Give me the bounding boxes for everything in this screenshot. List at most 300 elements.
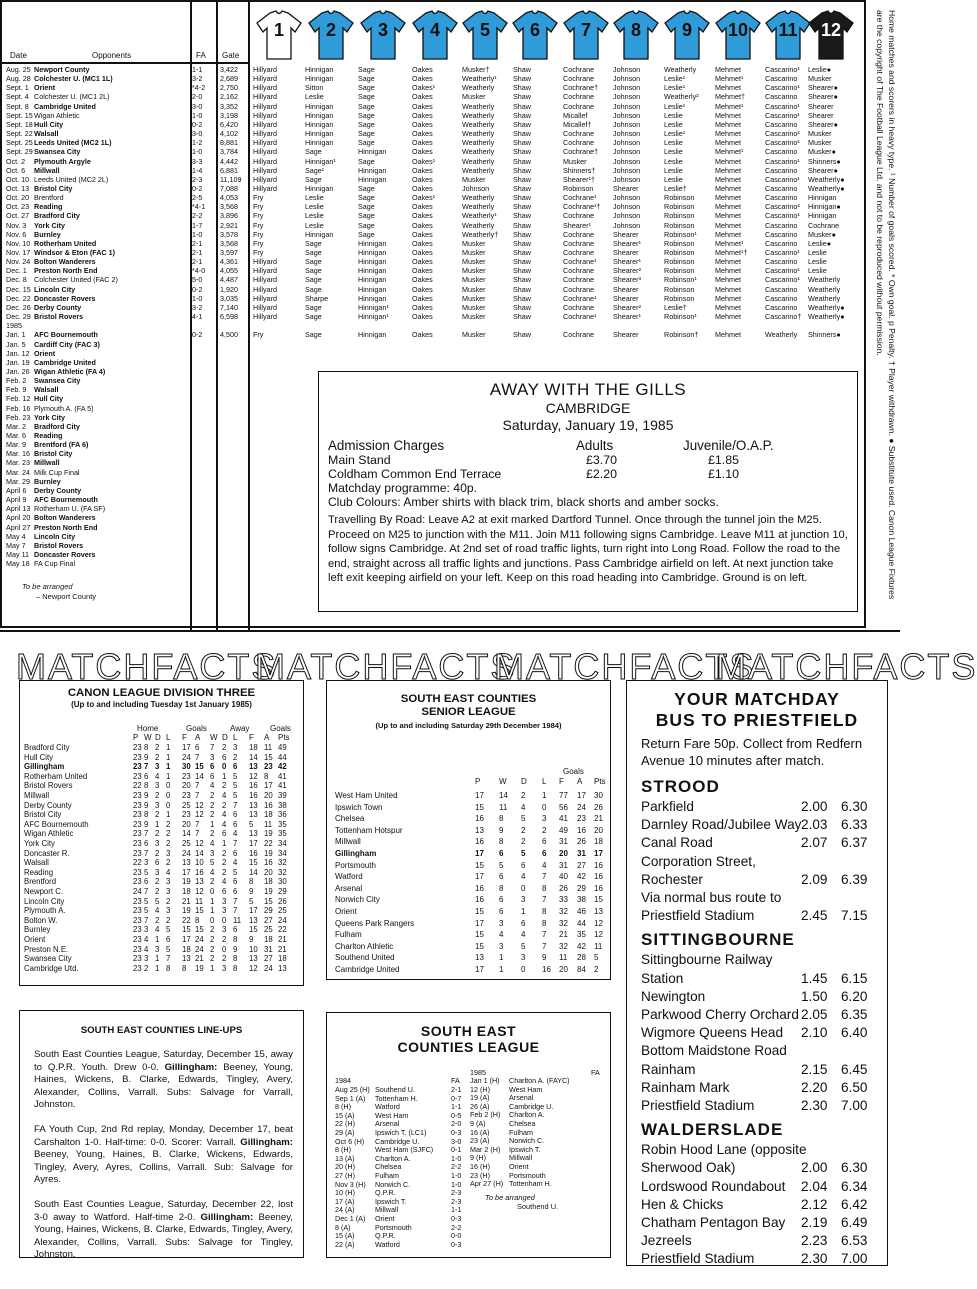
fixture-cell: Hillyard xyxy=(253,119,277,129)
charge-row xyxy=(328,453,848,467)
result-cell: 29 (A) xyxy=(335,1128,355,1137)
div3-cell: 10 xyxy=(195,858,204,868)
div3-cell: 27 xyxy=(264,915,273,925)
sec-cell: 2 xyxy=(521,791,526,800)
div3-col-header: W xyxy=(210,733,218,742)
sec-cell: 15 xyxy=(594,895,603,905)
fixture-cell: Cascarino¹ xyxy=(765,266,800,276)
div3-cell: 34 xyxy=(278,848,287,858)
fixture-cell: Jan. 19 xyxy=(6,357,30,367)
fixture-cell: Hinnigan xyxy=(358,330,387,340)
sec-cell: 9 xyxy=(499,825,504,835)
fixture-cell: Sage xyxy=(358,220,375,230)
div3-cell: 20 xyxy=(182,819,191,829)
sec-cell: 0 xyxy=(521,965,526,974)
div3-cell: 13 xyxy=(182,954,191,964)
result-cell: 24 (A) xyxy=(335,1205,355,1215)
div3-cell: 6 xyxy=(144,771,149,781)
fixture-cell: Leslie xyxy=(664,156,683,166)
sec-cell: 49 xyxy=(559,825,568,835)
fixture-cell: Sage xyxy=(305,238,322,248)
fixture-cell: Cochrane xyxy=(563,229,595,239)
fixture-cell: Shaw xyxy=(513,238,531,248)
result-cell: Norwich C. xyxy=(509,1136,545,1146)
div3-cell: 21 xyxy=(195,954,204,964)
div3-cell: 14 xyxy=(195,771,204,781)
sec-cell: 8 xyxy=(499,814,504,824)
charge-place: Main Stand xyxy=(328,453,391,467)
div3-cell: 3 xyxy=(210,752,215,762)
lineup-team: Gillingham: xyxy=(200,1211,254,1223)
fixture-cell: Cochrane xyxy=(563,92,595,102)
div3-cell: 2 xyxy=(210,935,215,944)
fixture-cell: Mar. 29 xyxy=(6,476,30,486)
div3-cell: 22 xyxy=(133,781,142,791)
result-cell: Portsmouth xyxy=(509,1170,546,1180)
fixture-cell: 2-5 xyxy=(192,193,203,203)
div3-cell: 3 xyxy=(222,906,227,916)
fixture-cell: Burnley xyxy=(34,476,61,486)
div3-cell: 18 xyxy=(278,954,287,964)
fixture-cell: Leslie¹ xyxy=(664,101,686,111)
fixture-cell: 2-3 xyxy=(192,174,203,184)
fixture-cell: Fry xyxy=(253,202,264,212)
sec-cell: 16 xyxy=(475,883,484,893)
fixture-cell: Sage xyxy=(305,248,322,257)
div3-cell: 13 xyxy=(278,963,287,973)
fixture-cell: 4,487 xyxy=(220,275,238,285)
fixture-cell: 4,055 xyxy=(220,266,238,276)
fixture-cell: Shearer● xyxy=(808,119,838,129)
bus-out-time: 2.30 xyxy=(801,1251,828,1267)
div3-cell: 17 xyxy=(264,781,273,791)
div3-cell: 2 xyxy=(222,781,227,791)
div3-cell: 16 xyxy=(264,858,273,868)
programme: Matchday programme: 40p. xyxy=(328,481,478,495)
fixture-cell: Fry xyxy=(253,238,264,248)
div3-cell: 3 xyxy=(144,954,149,964)
fixture-cell: Musker● xyxy=(808,229,836,239)
fixture-cell: Weatherly xyxy=(462,119,495,129)
sec-cell: 26 xyxy=(559,883,568,893)
bus-stop-name: Newington xyxy=(641,988,706,1004)
fixture-cell: Fry xyxy=(253,229,264,239)
fixture-cell: Preston North End xyxy=(34,266,98,276)
result-cell: 1-0 xyxy=(451,1171,462,1180)
div3-cell: 15 xyxy=(249,925,258,935)
fixture-cell: 2-1 xyxy=(192,238,203,248)
fixture-cell: 0-2 xyxy=(192,183,203,193)
div3-cell: 13 xyxy=(195,877,204,887)
result-cell: Q.P.R. xyxy=(375,1231,396,1241)
fixture-cell: Aug. 28 xyxy=(6,74,31,84)
fixture-row xyxy=(2,350,868,359)
year-1985: 1985 xyxy=(470,1068,486,1077)
div3-cell: 6 xyxy=(210,762,215,772)
fixture-cell: 11,109 xyxy=(220,174,242,184)
fixture-cell: 3-0 xyxy=(192,101,203,111)
div3-cell: 2 xyxy=(155,887,160,896)
fixture-cell: Hinnigan xyxy=(358,147,387,157)
fa-label-right: FA xyxy=(591,1068,600,1077)
lineup-paragraphs xyxy=(34,1049,293,1262)
fixture-cell: Musker xyxy=(808,138,832,148)
fixture-cell: Shearer xyxy=(613,293,639,303)
fixture-cell: Hinnigan¹ xyxy=(358,302,389,312)
fixture-cell: Milk Cup Final xyxy=(34,467,80,477)
sec-cell: 16 xyxy=(475,895,484,905)
div3-cell: 24 xyxy=(264,963,273,973)
div3-cell: 0 xyxy=(210,887,215,896)
fixture-cell: 7,088 xyxy=(220,183,238,193)
sec-cell: 42 xyxy=(577,872,586,882)
sec-cell: 20 xyxy=(594,825,603,835)
fixture-cell: Jan. 5 xyxy=(6,339,26,349)
div3-cell: 3 xyxy=(155,867,160,877)
sec-col-header: Pts xyxy=(594,777,606,786)
result-cell: 8 (A) xyxy=(335,1222,351,1232)
shirt-7-icon xyxy=(563,10,609,60)
fixture-cell: 3-2 xyxy=(192,302,203,312)
fixture-cell: 1,920 xyxy=(220,284,238,294)
fixture-cell: Johnson xyxy=(613,83,641,93)
div3-cell: 6 xyxy=(233,925,238,935)
fixture-cell: Oakes xyxy=(412,119,433,129)
div3-cell: 23 xyxy=(264,762,273,772)
sec-cell: Fulham xyxy=(335,930,362,940)
div3-cell: 3 xyxy=(166,848,171,858)
div3-cell: Millwall xyxy=(24,791,50,800)
div3-cell: 1 xyxy=(166,752,171,762)
fixture-cell: Brentford (FA 6) xyxy=(34,440,89,450)
fixture-cell: 1-7 xyxy=(192,220,203,230)
div3-cell: Cambridge Utd. xyxy=(24,963,79,973)
fixture-cell: 5-0 xyxy=(192,275,203,285)
fixture-cell: Shearer xyxy=(613,229,639,239)
div3-cell: 17 xyxy=(182,935,191,944)
div3-cell: 24 xyxy=(182,752,191,762)
bus-stop xyxy=(641,908,873,926)
fixture-cell: Cambridge United xyxy=(34,357,96,367)
shirt-number: 6 xyxy=(529,20,540,40)
result-cell: 1-1 xyxy=(451,1205,462,1215)
div3-cell: 18 xyxy=(182,887,191,896)
div3-cell: 5 xyxy=(233,867,238,877)
bus-stop-name: Station xyxy=(641,970,684,986)
fixture-cell: Sage xyxy=(358,101,375,111)
div3-cell: 13 xyxy=(249,915,258,925)
fixture-cell: Hillyard xyxy=(253,147,277,157)
result-cell: 0-1 xyxy=(451,1145,462,1155)
fixture-cell: 3,352 xyxy=(220,101,238,111)
year-1984: 1984 xyxy=(335,1076,351,1085)
fixture-cell: Hinnigan xyxy=(305,110,334,120)
fixture-cell: Mar. 16 xyxy=(6,449,30,459)
fixture-cell: Shaw xyxy=(513,119,531,129)
fixture-cell: 1-0 xyxy=(192,147,203,157)
fixture-cell: Weatherly xyxy=(462,110,495,120)
fixture-cell: Mar. 6 xyxy=(6,431,26,440)
result-cell: Portsmouth xyxy=(375,1222,412,1232)
fixture-cell: Sage xyxy=(358,193,375,203)
charge-adult: £2.20 xyxy=(586,467,618,481)
sec-cell: 11 xyxy=(594,941,603,951)
bus-return-time: 6.39 xyxy=(841,871,868,887)
to-be-arranged-item: – Newport County xyxy=(36,592,97,601)
div3-cell: 23 xyxy=(133,771,142,781)
bus-stop xyxy=(641,1179,873,1197)
sec-cell: 12 xyxy=(594,930,603,940)
fixture-cell: Hillyard xyxy=(253,83,277,93)
div3-cell: 2 xyxy=(166,896,171,906)
fixture-row xyxy=(2,341,868,350)
bus-stop xyxy=(641,1098,873,1116)
fixture-cell: Hillyard xyxy=(253,92,277,102)
sec-cell: 15 xyxy=(475,930,484,940)
fixture-cell: Walsall xyxy=(34,385,59,395)
fixture-cell: Hinnigan xyxy=(305,229,334,239)
fixture-cell: Jan. 1 xyxy=(6,330,26,340)
div3-cell: 19 xyxy=(182,906,191,916)
div3-cell: 20 xyxy=(264,867,273,877)
div3-cell: 23 xyxy=(133,810,142,820)
div3-cell: 0 xyxy=(210,915,215,925)
div3-cell: 35 xyxy=(278,819,287,829)
fixture-cell: Weatherly xyxy=(808,275,841,285)
fixture-cell: Johnson xyxy=(613,165,641,175)
fixture-cell: Cascarino¹ xyxy=(765,110,800,120)
div3-cell: 4 xyxy=(222,810,227,820)
fixture-cell: 4,361 xyxy=(220,257,238,267)
fixture-cell: Shaw xyxy=(513,101,531,111)
div3-cell: 23 xyxy=(133,963,142,973)
sec-cell: 0 xyxy=(542,802,547,812)
fixture-cell: Oct. 20 xyxy=(6,193,30,203)
sec-col-header: D xyxy=(521,777,527,786)
result-cell: 9 (H) xyxy=(470,1153,486,1163)
fixture-cell: Johnson xyxy=(613,65,641,74)
fixture-cell: Shaw xyxy=(513,193,531,203)
div3-cell: Wigan Athletic xyxy=(24,829,74,839)
result-cell: 20 (H) xyxy=(335,1162,355,1172)
div3-cell: 4 xyxy=(233,829,238,839)
bus-stop-name: Parkfield xyxy=(641,799,694,814)
sec-cell: 0 xyxy=(521,883,526,893)
fixture-cell: Mehmet xyxy=(715,193,741,203)
div3-cell: 4 xyxy=(166,867,171,877)
shirt-4-icon xyxy=(412,10,458,60)
matchfacts-banner-2: MATCHFACTS xyxy=(255,646,517,687)
fixture-cell: Shaw xyxy=(513,65,531,74)
div3-cell: 4 xyxy=(144,935,149,944)
result-cell: Apr 27 (H) xyxy=(470,1179,504,1189)
fixture-cell: Leslie¹ xyxy=(664,74,686,84)
div3-cell: 20 xyxy=(264,791,273,800)
sec-cell: 6 xyxy=(521,918,526,928)
fixture-cell: Johnson xyxy=(613,193,641,203)
div3-col-header: L xyxy=(233,733,238,742)
fixture-cell: Shearer¹† xyxy=(563,174,595,184)
fixture-cell: Sage xyxy=(305,312,322,322)
div3-cell: 7 xyxy=(233,906,238,916)
charge-place: Coldham Common End Terrace xyxy=(328,467,502,481)
sec-cell: 23 xyxy=(577,814,586,824)
sec-cell: 2 xyxy=(521,825,526,835)
div3-cell: 34 xyxy=(278,839,287,848)
fixture-cell: 0-2 xyxy=(192,284,203,294)
fixture-cell: Hinnigan xyxy=(358,275,387,285)
sec-cell: 17 xyxy=(475,849,484,858)
fixture-cell: Musker xyxy=(462,275,486,285)
fixture-cell: Mehmet xyxy=(715,302,741,312)
div3-cell: 10 xyxy=(249,944,258,954)
div3-cell: 6 xyxy=(233,848,238,858)
fixture-cell: Oakes xyxy=(412,101,433,111)
div3-cell: Rotherham United xyxy=(24,771,88,781)
div3-cell: 2 xyxy=(222,935,227,944)
div3-cell: 23 xyxy=(182,810,191,820)
div3-cell: 6 xyxy=(222,887,227,896)
sec-cell: 11 xyxy=(499,802,508,812)
sec-cell: 77 xyxy=(559,791,568,800)
sec-cell: Arsenal xyxy=(335,883,363,893)
sec-cell: 38 xyxy=(577,895,586,905)
div3-cell: 23 xyxy=(133,935,142,944)
club-colours: Club Colours: Amber shirts with black trim, black shorts and amber socks. xyxy=(328,495,719,509)
fixture-cell: 7,140 xyxy=(220,302,238,312)
fixture-cell: Micallef xyxy=(563,110,588,120)
fixture-cell: Oakes xyxy=(412,220,433,230)
fixture-cell: Shearer² xyxy=(613,302,641,312)
fixture-cell: 1-0 xyxy=(192,229,203,239)
div3-cell: 14 xyxy=(249,752,258,762)
fixture-cell: Musker xyxy=(462,330,486,340)
fixture-cell: Mar. 24 xyxy=(6,467,30,477)
fixture-cell: Musker xyxy=(462,238,486,248)
sec-cell: 2 xyxy=(542,825,547,835)
fixture-cell: Leslie† xyxy=(664,302,687,312)
div3-cell: Preston N.E. xyxy=(24,944,69,954)
fixture-cell: Wigan Athletic xyxy=(34,110,80,120)
div3-cell: 3 xyxy=(210,848,215,858)
div3-cell: 9 xyxy=(249,887,254,896)
fixture-cell: Shaw xyxy=(513,248,531,257)
sec-cell: 6 xyxy=(521,860,526,870)
bus-stop xyxy=(641,1251,873,1269)
sec-cell: 6 xyxy=(499,872,504,882)
div3-cell: 5 xyxy=(249,819,254,829)
juvenile-label: Juvenile/O.A.P. xyxy=(683,438,774,453)
fixture-cell: Cochrane xyxy=(563,65,595,74)
lineups-panel xyxy=(19,1010,304,1261)
fixture-cell: April 27 xyxy=(6,522,31,532)
div3-cell: 16 xyxy=(249,791,258,800)
div3-col-header: D xyxy=(155,733,161,742)
sec-cell: 28 xyxy=(577,953,586,963)
div3-cell: 5 xyxy=(249,896,254,906)
div3-col-header: A xyxy=(195,733,201,742)
result-cell: Fulham xyxy=(509,1127,533,1137)
sec-cell: Queens Park Rangers xyxy=(335,918,415,928)
fixture-cell: Cochrane xyxy=(563,74,595,84)
div3-cell: 14 xyxy=(182,829,191,839)
div3-cell: 5 xyxy=(144,896,149,906)
fixture-cell: Hinnigan xyxy=(305,119,334,129)
div3-cell: 36 xyxy=(278,810,287,820)
fixture-cell: Robinson¹ xyxy=(664,229,697,239)
div3-cell: 8 xyxy=(144,810,149,820)
sec-cell: 4 xyxy=(521,930,526,940)
fixture-cell: Mehmet xyxy=(715,257,741,267)
divider xyxy=(0,630,900,632)
div3-cell: 7 xyxy=(233,800,238,810)
fixture-cell: Doncaster Rovers xyxy=(34,293,96,303)
div3-cell: Gillingham xyxy=(24,762,65,772)
sec-cell: 11 xyxy=(559,953,568,963)
div3-cell: 3 xyxy=(144,925,149,935)
fixture-cell: Weatherly xyxy=(462,156,495,166)
fixture-cell: 8,881 xyxy=(220,138,238,148)
fixture-cell: Cascarino xyxy=(765,119,798,129)
div3-cell: Derby County xyxy=(24,800,72,810)
shirt-11-icon xyxy=(765,10,811,60)
div3-cell: 23 xyxy=(133,925,142,935)
sec-cell: Southend United xyxy=(335,953,395,963)
fixture-cell: Feb. 23 xyxy=(6,412,31,422)
bus-out-time: 2.19 xyxy=(801,1215,828,1230)
div3-cell: 8 xyxy=(264,771,269,781)
fixture-cell: Weatherly² xyxy=(664,92,699,102)
sec-cell: 56 xyxy=(559,802,568,812)
div3-cell: 26 xyxy=(278,896,287,906)
fixture-cell: 3,597 xyxy=(220,248,238,257)
fixture-cell: Cochrane¹ xyxy=(563,312,597,322)
lineup-players: Beeney, Young, Haines, Wickens, B. Clarke, Edwards, Tingley, Avery, Alexander, Collins, Varrall. Subs: Salvage for Tingley, Johnston. xyxy=(34,1211,293,1261)
travel-directions: Travelling By Road: Leave A2 at exit marked Dartford Tunnel. Once through the tunnel join the M25. Proceed on M25 to junction with the M11. Join M11 following signs Cambridge. Leave M11 at junction 10, follow signs Cambridge. At 2nd set of road traffic lights, turn right into Long Road. Follow the road to the end, straight across all traffic lights and junctions. Pass Cambridge airfield on left. At next junction take left exit keeping airfield on your left. Keep on this road heading into Cambridge. Ground is on left. xyxy=(328,514,848,584)
fixture-cell: Musker xyxy=(462,248,486,257)
fixture-cell: Oakes¹ xyxy=(412,83,436,93)
bus-out-time: 2.03 xyxy=(801,817,828,833)
fixture-cell: Plymouth Argyle xyxy=(34,156,91,166)
lineup-paragraph xyxy=(34,1124,293,1187)
result-cell: West Ham xyxy=(375,1110,409,1120)
away-box xyxy=(318,371,858,612)
div3-cell: 23 xyxy=(133,791,142,800)
div3-cell: 2 xyxy=(166,819,171,829)
div3-cell: 6 xyxy=(233,810,238,820)
fixture-cell: Sept. 29 xyxy=(6,147,33,157)
div3-cell: Bolton W. xyxy=(24,915,58,925)
div3-cell: 6 xyxy=(233,819,238,829)
div3-cell: 15 xyxy=(195,762,204,772)
fixture-cell: Robinson xyxy=(664,211,695,221)
fixture-cell: Hinnigan xyxy=(358,266,387,276)
sec-cell: 2 xyxy=(521,837,526,847)
div3-cell: 49 xyxy=(278,743,287,752)
fixture-cell: Colchester U. (MC1 1L) xyxy=(34,74,113,84)
sec-cell: 17 xyxy=(577,791,586,800)
shirt-10-icon xyxy=(715,10,761,60)
fixture-cell: Robinson xyxy=(664,193,695,203)
bus-return-time: 6.40 xyxy=(841,1025,868,1041)
date-header: Date xyxy=(10,51,27,60)
bus-stop xyxy=(641,854,873,872)
div3-cell: Orient xyxy=(24,935,46,944)
div3-cell: 2 xyxy=(155,829,160,839)
fixture-cell: Weatherly xyxy=(462,202,495,212)
result-cell: Charlton A. xyxy=(375,1153,411,1163)
bus-stop-name: Parkwood Cherry Orchard xyxy=(641,1007,799,1022)
